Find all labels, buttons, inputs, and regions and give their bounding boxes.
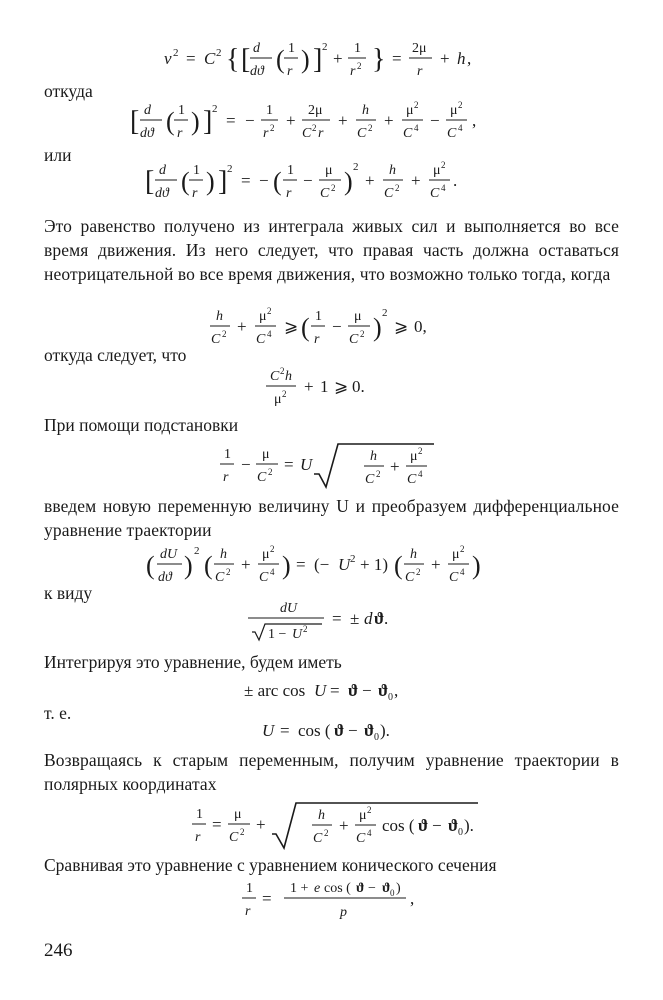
- svg-text:−: −: [303, 171, 313, 190]
- svg-text:h: h: [220, 547, 227, 562]
- svg-text:cos (: cos (: [382, 816, 415, 835]
- svg-text:C: C: [357, 126, 367, 141]
- svg-text:−: −: [332, 317, 342, 336]
- svg-text:μ: μ: [406, 103, 414, 118]
- svg-text:h: h: [216, 309, 223, 324]
- svg-text:C: C: [211, 332, 221, 347]
- svg-text:μ: μ: [325, 163, 333, 178]
- svg-text:2: 2: [416, 567, 421, 577]
- svg-text:cos (: cos (: [324, 881, 351, 896]
- svg-text:ϑ: ϑ: [418, 816, 429, 835]
- svg-text:2: 2: [173, 47, 179, 59]
- svg-text:μ: μ: [433, 163, 441, 178]
- svg-text:+: +: [339, 816, 349, 835]
- svg-text:r: r: [177, 126, 183, 141]
- svg-text:2: 2: [458, 100, 463, 110]
- svg-text:h: h: [318, 808, 325, 823]
- svg-text:μ: μ: [234, 807, 242, 822]
- svg-text:+: +: [237, 317, 247, 336]
- svg-text:dϑ: dϑ: [250, 64, 264, 79]
- svg-text:2: 2: [194, 545, 200, 557]
- svg-text:2: 2: [376, 469, 381, 479]
- svg-text:1: 1: [266, 103, 273, 118]
- svg-text:[: [: [145, 166, 155, 197]
- page-number: 246: [44, 940, 73, 961]
- svg-text:1: 1: [193, 163, 200, 178]
- svg-text:,: ,: [410, 889, 415, 908]
- svg-text:+: +: [384, 111, 394, 130]
- svg-text:C: C: [302, 126, 312, 141]
- svg-text:2μ: 2μ: [308, 103, 323, 118]
- svg-text:2: 2: [216, 47, 222, 59]
- svg-text:C: C: [215, 570, 225, 585]
- svg-text:r: r: [192, 186, 198, 201]
- svg-text:h: h: [362, 103, 369, 118]
- svg-text:r: r: [350, 64, 356, 79]
- svg-text:0: 0: [388, 692, 393, 703]
- svg-text:1: 1: [354, 41, 361, 56]
- svg-text:1: 1: [178, 103, 185, 118]
- svg-text:=: =: [330, 681, 340, 700]
- svg-text:C: C: [405, 570, 415, 585]
- svg-text:).: ).: [464, 816, 474, 835]
- svg-text:): ): [301, 45, 310, 74]
- svg-text:4: 4: [460, 567, 465, 577]
- svg-text:}: }: [372, 44, 386, 75]
- svg-text:=: =: [262, 889, 272, 908]
- svg-text:,: ,: [394, 681, 399, 700]
- svg-text:r: r: [417, 64, 423, 79]
- svg-text:2: 2: [367, 805, 372, 815]
- svg-text:r: r: [287, 64, 293, 79]
- svg-text:0: 0: [374, 732, 379, 743]
- paragraph-4: введем новую переменную величину U и преобразуем дифференциальное уравнение траектории: [44, 496, 619, 540]
- svg-text:=: =: [332, 609, 342, 628]
- svg-text:μ: μ: [359, 808, 367, 823]
- svg-text:2: 2: [270, 123, 275, 133]
- svg-text:ϑ: ϑ: [378, 681, 389, 700]
- paragraph-3: При помощи подстановки: [44, 415, 239, 435]
- svg-text:−: −: [245, 111, 255, 130]
- label-k-vidu: к виду: [44, 583, 93, 603]
- svg-text:r: r: [314, 332, 320, 347]
- svg-text:2: 2: [324, 828, 329, 838]
- svg-text:μ: μ: [452, 547, 460, 562]
- svg-text:(: (: [301, 313, 310, 342]
- svg-text:2: 2: [414, 100, 419, 110]
- svg-text:=: =: [212, 815, 222, 834]
- svg-text:C: C: [356, 831, 366, 846]
- svg-text:).: ).: [380, 721, 390, 740]
- svg-text:2: 2: [226, 567, 231, 577]
- svg-text:4: 4: [367, 828, 372, 838]
- svg-text:2: 2: [353, 161, 359, 173]
- svg-text:1 −: 1 −: [268, 627, 287, 642]
- equation-substitution: [214, 440, 454, 492]
- svg-text:=: =: [226, 111, 236, 130]
- svg-text:2: 2: [441, 160, 446, 170]
- svg-text:dϑ: dϑ: [155, 186, 169, 201]
- svg-text:h: h: [410, 547, 417, 562]
- svg-text:dϑ: dϑ: [140, 126, 154, 141]
- paragraph-7: Сравнивая это уравнение с уравнением конического сечения: [44, 855, 497, 875]
- svg-text:−: −: [241, 455, 251, 474]
- svg-text:1: 1: [196, 807, 203, 822]
- equation-conic: [238, 874, 448, 924]
- svg-text:=: =: [284, 455, 294, 474]
- svg-text:h: h: [370, 449, 377, 464]
- svg-text:=: =: [296, 555, 306, 574]
- svg-text:2: 2: [303, 624, 308, 634]
- svg-text:+: +: [411, 171, 421, 190]
- svg-text:0: 0: [390, 888, 395, 898]
- svg-text:d: d: [144, 103, 151, 118]
- svg-text:U: U: [300, 455, 313, 474]
- svg-text:ϑ: ϑ: [334, 721, 345, 740]
- svg-text:C: C: [447, 126, 457, 141]
- equation-condition: [264, 362, 394, 412]
- svg-text:2: 2: [240, 827, 245, 837]
- label-te: т. е.: [44, 703, 72, 723]
- svg-text:ϑ: ϑ: [448, 816, 459, 835]
- svg-text:C: C: [365, 472, 375, 487]
- svg-text:1 +: 1 +: [290, 881, 309, 896]
- svg-text:2: 2: [331, 183, 336, 193]
- svg-text:+: +: [304, 377, 314, 396]
- svg-text:μ: μ: [450, 103, 458, 118]
- svg-text:.: .: [384, 609, 389, 628]
- svg-text:d: d: [253, 41, 260, 56]
- svg-text:): ): [373, 313, 382, 342]
- svg-text:2: 2: [267, 306, 272, 316]
- svg-text:ϑ: ϑ: [356, 881, 365, 896]
- svg-text:C: C: [320, 186, 330, 201]
- svg-text:d: d: [364, 609, 373, 628]
- svg-text:C: C: [430, 186, 440, 201]
- svg-text:+ 1): + 1): [360, 555, 388, 574]
- svg-text:]: ]: [218, 166, 228, 197]
- svg-text:1: 1: [287, 163, 294, 178]
- svg-text:): ): [344, 167, 353, 196]
- svg-text:r: r: [318, 126, 324, 141]
- svg-text:2: 2: [460, 544, 465, 554]
- svg-text:2: 2: [322, 41, 328, 53]
- svg-text:1: 1: [246, 881, 253, 896]
- equation-trajectory: [188, 798, 488, 852]
- svg-text:1: 1: [224, 447, 231, 462]
- svg-text:U: U: [292, 627, 303, 642]
- equation-completed-square: [145, 156, 525, 206]
- equation-derivative-squared: [130, 96, 530, 146]
- svg-text:=: =: [280, 721, 290, 740]
- svg-text:C: C: [349, 332, 359, 347]
- equation-cos: [258, 712, 418, 748]
- svg-text:(: (: [276, 45, 285, 74]
- svg-text:±: ±: [350, 609, 360, 628]
- svg-text:+: +: [241, 555, 251, 574]
- paragraph-5: Интегрируя это уравнение, будем иметь: [44, 652, 342, 672]
- equation-differential: [146, 540, 526, 590]
- svg-text:2: 2: [212, 103, 218, 115]
- svg-text:2: 2: [350, 553, 356, 565]
- svg-text:0: 0: [458, 827, 463, 838]
- svg-text:+: +: [390, 457, 400, 476]
- svg-text:4: 4: [414, 123, 419, 133]
- svg-text:U: U: [314, 681, 327, 700]
- svg-text:): ): [191, 107, 200, 136]
- svg-text:(: (: [146, 551, 155, 580]
- svg-text:−: −: [368, 881, 376, 896]
- svg-text:⩾: ⩾: [394, 317, 409, 336]
- svg-text:dϑ: dϑ: [158, 570, 172, 585]
- svg-text:U: U: [262, 721, 275, 740]
- svg-text:2: 2: [222, 329, 227, 339]
- svg-text:h: h: [389, 163, 396, 178]
- svg-text:(: (: [204, 551, 213, 580]
- svg-text:): ): [282, 551, 291, 580]
- svg-text:ϑ: ϑ: [374, 609, 385, 628]
- svg-text:r: r: [263, 126, 269, 141]
- svg-text:ϑ: ϑ: [348, 681, 359, 700]
- svg-text:C: C: [229, 830, 239, 845]
- svg-text:−: −: [348, 721, 358, 740]
- svg-text:(−: (−: [314, 555, 330, 574]
- svg-text:4: 4: [418, 469, 423, 479]
- svg-text:μ: μ: [274, 392, 282, 407]
- svg-text:C: C: [256, 332, 266, 347]
- svg-text:h: h: [457, 49, 466, 68]
- paragraph-1: Это равенство получено из интеграла живых сил и выполняется во все время движения. Из него следует, что правая часть должна оставаться неотрицательной во все время движения, что возможно только тогда, когда: [44, 216, 619, 284]
- svg-text:1: 1: [320, 377, 329, 396]
- svg-text:μ: μ: [354, 309, 362, 324]
- svg-text:0,: 0,: [414, 317, 427, 336]
- svg-text:± arc cos: ± arc cos: [244, 681, 306, 700]
- svg-text:v: v: [164, 49, 172, 68]
- svg-text:μ: μ: [259, 309, 267, 324]
- svg-text:1: 1: [315, 309, 322, 324]
- svg-text:2: 2: [368, 123, 373, 133]
- svg-text:μ: μ: [262, 447, 270, 462]
- svg-text:+: +: [256, 815, 266, 834]
- svg-text:2: 2: [395, 183, 400, 193]
- svg-text:4: 4: [267, 329, 272, 339]
- svg-text:[: [: [241, 44, 251, 75]
- svg-text:2μ: 2μ: [412, 41, 427, 56]
- svg-text:]: ]: [313, 44, 323, 75]
- svg-text:2: 2: [312, 123, 317, 133]
- svg-text:2: 2: [280, 366, 285, 376]
- svg-text:r: r: [245, 904, 251, 919]
- svg-text:,: ,: [472, 111, 477, 130]
- svg-text:−: −: [430, 111, 440, 130]
- svg-text:2: 2: [360, 329, 365, 339]
- svg-text:p: p: [340, 905, 347, 920]
- paragraph-6: Возвращаясь к старым переменным, получим уравнение траектории в полярных координатах: [44, 750, 619, 794]
- svg-text:⩾: ⩾: [334, 377, 349, 396]
- svg-text:μ: μ: [410, 449, 418, 464]
- equation-energy: [150, 34, 510, 84]
- svg-text:.: .: [453, 171, 458, 190]
- svg-text:4: 4: [441, 183, 446, 193]
- svg-text:+: +: [286, 111, 296, 130]
- svg-text:r: r: [286, 186, 292, 201]
- svg-text:−: −: [259, 171, 269, 190]
- svg-text:cos (: cos (: [298, 721, 331, 740]
- svg-text:2: 2: [268, 467, 273, 477]
- svg-text:U: U: [338, 555, 351, 574]
- svg-text:2: 2: [282, 389, 287, 399]
- svg-text:2: 2: [270, 544, 275, 554]
- svg-text:C: C: [257, 470, 267, 485]
- svg-text:(: (: [166, 107, 175, 136]
- svg-text:=: =: [392, 49, 402, 68]
- equation-arccos: [240, 672, 440, 708]
- svg-text:r: r: [223, 470, 229, 485]
- svg-text:+: +: [440, 49, 450, 68]
- label-otkuda: откуда: [44, 81, 93, 101]
- svg-text:=: =: [186, 49, 196, 68]
- svg-text:+: +: [365, 171, 375, 190]
- svg-text:2: 2: [418, 446, 423, 456]
- svg-text:,: ,: [467, 49, 472, 68]
- svg-text:e: e: [314, 881, 321, 896]
- svg-text:(: (: [394, 551, 403, 580]
- svg-text:4: 4: [270, 567, 275, 577]
- svg-text:+: +: [333, 49, 343, 68]
- svg-text:dU: dU: [160, 547, 178, 562]
- svg-text:d: d: [159, 163, 166, 178]
- svg-text:C: C: [384, 186, 394, 201]
- svg-text:0.: 0.: [352, 377, 365, 396]
- svg-text:{: {: [226, 44, 240, 75]
- svg-text:−: −: [362, 681, 372, 700]
- svg-text:]: ]: [203, 106, 213, 137]
- svg-text:C: C: [313, 831, 323, 846]
- svg-text:C: C: [204, 49, 216, 68]
- svg-text:4: 4: [458, 123, 463, 133]
- svg-text:C: C: [449, 570, 459, 585]
- svg-text:+: +: [431, 555, 441, 574]
- svg-text:−: −: [432, 816, 442, 835]
- svg-text:2: 2: [357, 61, 362, 71]
- svg-text:1: 1: [288, 41, 295, 56]
- svg-text:C: C: [407, 472, 417, 487]
- svg-text:(: (: [273, 167, 282, 196]
- paragraph-2: откуда следует, что: [44, 345, 187, 365]
- svg-text:(: (: [181, 167, 190, 196]
- svg-text:): ): [206, 167, 215, 196]
- svg-text:⩾: ⩾: [284, 317, 299, 336]
- equation-separated: [246, 596, 436, 646]
- svg-text:[: [: [130, 106, 140, 137]
- svg-text:2: 2: [227, 163, 233, 175]
- svg-text:): ): [184, 551, 193, 580]
- svg-text:dU: dU: [280, 601, 298, 616]
- svg-text:): ): [472, 551, 481, 580]
- svg-text:C: C: [270, 369, 280, 384]
- svg-text:+: +: [338, 111, 348, 130]
- svg-text:=: =: [241, 171, 251, 190]
- svg-text:μ: μ: [262, 547, 270, 562]
- svg-text:r: r: [195, 830, 201, 845]
- svg-text:): ): [396, 881, 401, 896]
- svg-text:C: C: [259, 570, 269, 585]
- svg-text:C: C: [403, 126, 413, 141]
- svg-text:ϑ: ϑ: [364, 721, 375, 740]
- label-ili: или: [44, 145, 72, 165]
- svg-text:ϑ: ϑ: [382, 881, 391, 896]
- equation-inequality: [208, 302, 468, 352]
- svg-text:2: 2: [382, 307, 388, 319]
- svg-text:h: h: [285, 369, 292, 384]
